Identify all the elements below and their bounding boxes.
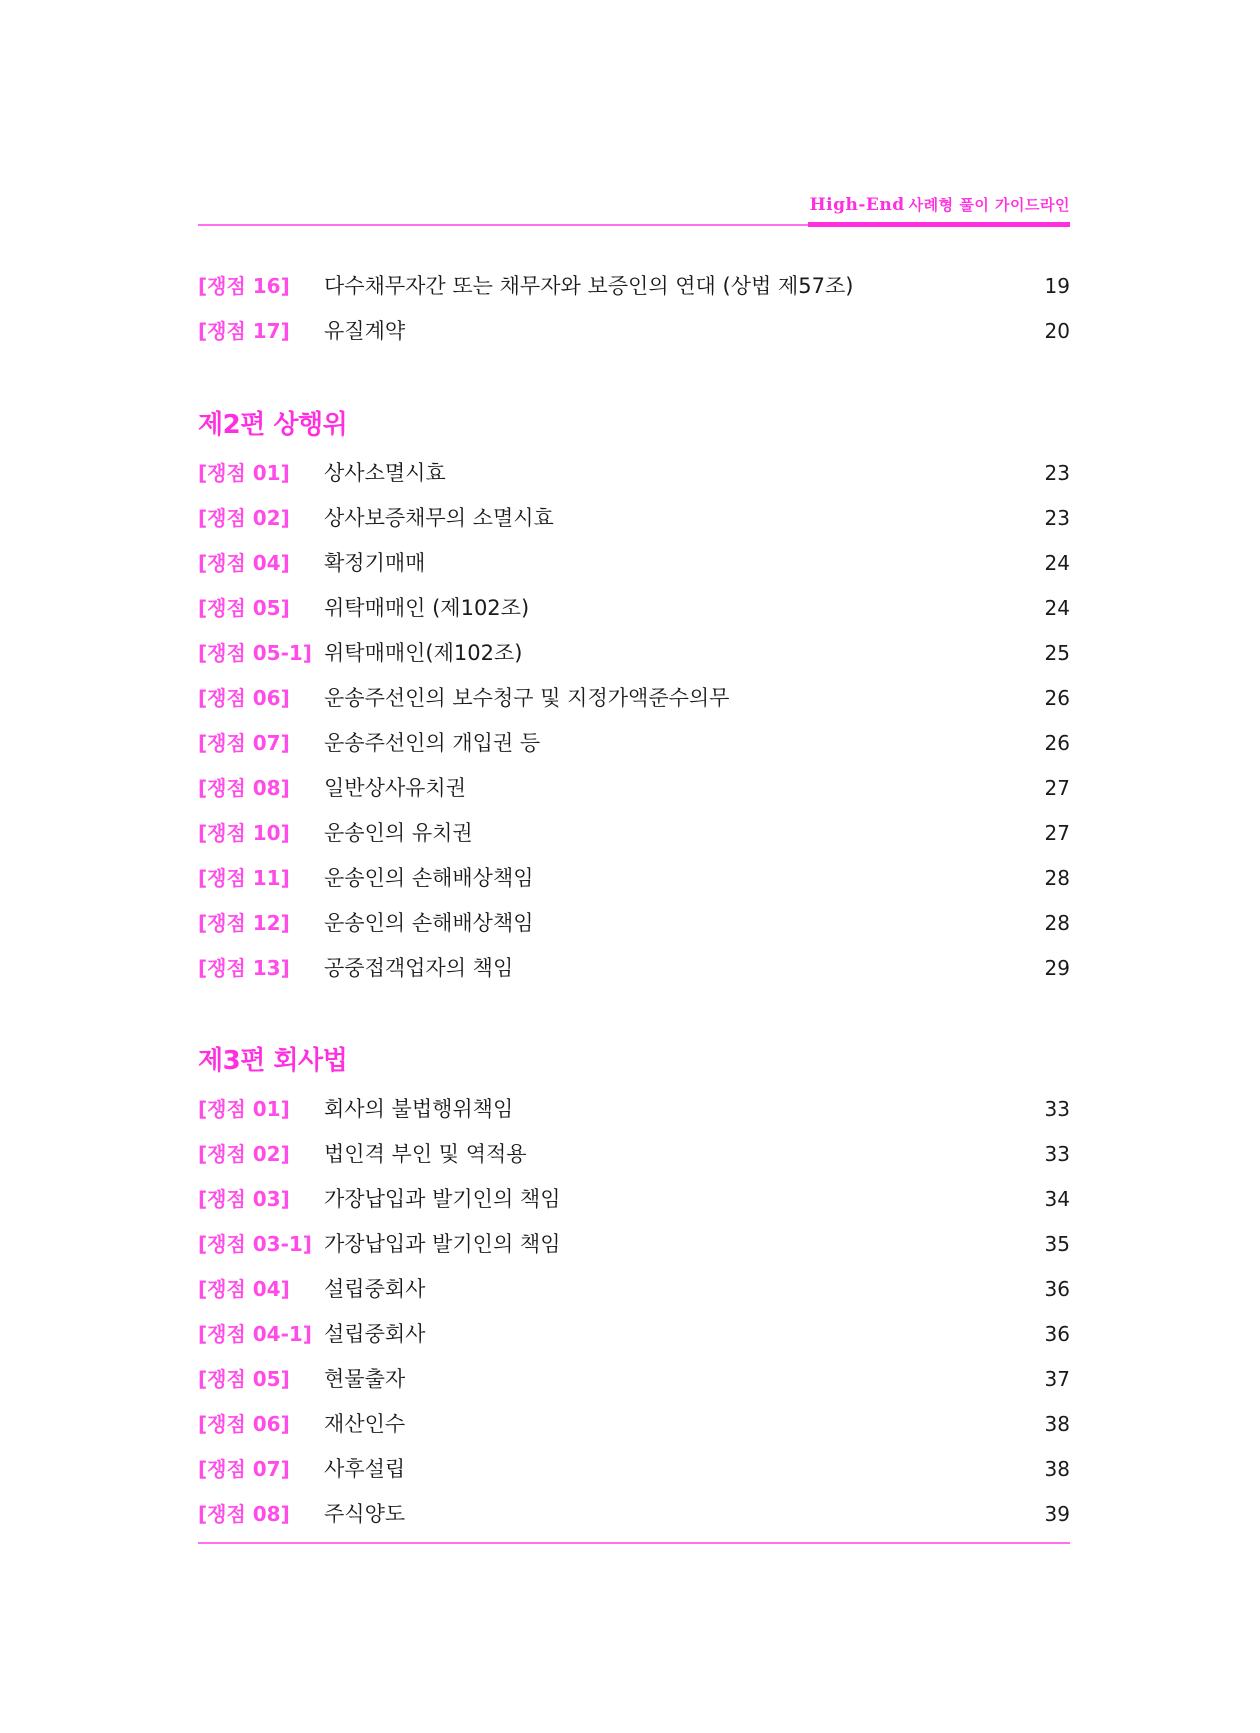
- toc-entry-title: 공중접객업자의 책임: [324, 956, 514, 980]
- toc-entry-title: 주식양도: [324, 1502, 406, 1526]
- toc-entry-page: 38: [1044, 1457, 1070, 1481]
- toc-entry-tag: [쟁점 13]: [198, 956, 290, 980]
- toc-entry-tag: [쟁점 04]: [198, 551, 290, 575]
- toc-entry-title: 상사보증채무의 소멸시효: [324, 506, 554, 530]
- toc-entry-title: 위탁매매인(제102조): [324, 641, 523, 665]
- toc-entry-title: 설립중회사: [324, 1277, 426, 1301]
- toc-entry[interactable]: [198, 1132, 1070, 1177]
- toc-entry-page: 29: [1044, 956, 1070, 980]
- running-header: [198, 188, 1070, 228]
- toc-entry[interactable]: [198, 1447, 1070, 1492]
- toc-entry-page: 36: [1044, 1322, 1070, 1346]
- header-title: [810, 194, 1070, 215]
- toc-entry[interactable]: [198, 631, 1070, 676]
- toc-entry-tag: [쟁점 06]: [198, 1412, 290, 1436]
- toc-entry-page: 19: [1044, 274, 1070, 298]
- toc-entry-tag: [쟁점 02]: [198, 506, 290, 530]
- toc-entry-title: 유질계약: [324, 319, 406, 343]
- toc-entry[interactable]: [198, 811, 1070, 856]
- toc-entry-title: 위탁매매인 (제102조): [324, 596, 530, 620]
- toc-entry-title: 다수채무자간 또는 채무자와 보증인의 연대 (상법 제57조): [324, 274, 854, 298]
- toc-section-part-2: [198, 451, 1070, 991]
- toc-entry-title: 설립중회사: [324, 1322, 426, 1346]
- toc-entry-page: 34: [1044, 1187, 1070, 1211]
- toc-entry-title: 사후설립: [324, 1457, 406, 1481]
- toc-entry-page: 33: [1044, 1097, 1070, 1121]
- toc-entry-tag: [쟁점 16]: [198, 274, 290, 298]
- toc-entry-page: 37: [1044, 1367, 1070, 1391]
- header-title-main: High-End: [809, 195, 905, 215]
- toc-entry-page: 28: [1044, 866, 1070, 890]
- header-title-sub: 사례형 풀이 가이드라인: [908, 196, 1070, 214]
- toc-entry-page: 36: [1044, 1277, 1070, 1301]
- toc-entry[interactable]: [198, 676, 1070, 721]
- toc-entry-page: 23: [1044, 461, 1070, 485]
- toc-entry-page: 35: [1044, 1232, 1070, 1256]
- toc-entry-tag: [쟁점 07]: [198, 731, 290, 755]
- toc-entry[interactable]: [198, 901, 1070, 946]
- toc-entry-tag: [쟁점 08]: [198, 1502, 290, 1526]
- toc-entry[interactable]: [198, 1312, 1070, 1357]
- toc-entry[interactable]: [198, 856, 1070, 901]
- toc-entry-title: 운송인의 손해배상책임: [324, 911, 534, 935]
- toc-entry-title: 재산인수: [324, 1412, 406, 1436]
- toc-entry-tag: [쟁점 05-1]: [198, 641, 312, 665]
- toc-entry-page: 28: [1044, 911, 1070, 935]
- toc-entry[interactable]: [198, 1267, 1070, 1312]
- toc-entry-title: 법인격 부인 및 역적용: [324, 1142, 527, 1166]
- toc-entry-page: 26: [1044, 731, 1070, 755]
- part-heading-3: 제3편 회사법: [198, 1046, 348, 1076]
- toc-entry[interactable]: [198, 264, 1070, 309]
- toc-entry[interactable]: [198, 766, 1070, 811]
- toc-entry-title: 가장납입과 발기인의 책임: [324, 1187, 561, 1211]
- toc-entry-title: 운송주선인의 개입권 등: [324, 731, 541, 755]
- toc-entry[interactable]: [198, 721, 1070, 766]
- toc-section-part-3: [198, 1087, 1070, 1537]
- toc-entry-page: 26: [1044, 686, 1070, 710]
- toc-entry-page: 24: [1044, 551, 1070, 575]
- toc-entry-tag: [쟁점 10]: [198, 821, 290, 845]
- toc-entry[interactable]: [198, 946, 1070, 991]
- part-heading-2: 제2편 상행위: [198, 410, 348, 440]
- toc-entry[interactable]: [198, 1357, 1070, 1402]
- toc-entry-title: 가장납입과 발기인의 책임: [324, 1232, 561, 1256]
- header-accent-bar: [808, 222, 1070, 227]
- toc-entry[interactable]: [198, 1402, 1070, 1447]
- toc-entry[interactable]: [198, 496, 1070, 541]
- toc-entry-tag: [쟁점 07]: [198, 1457, 290, 1481]
- toc-entry-tag: [쟁점 02]: [198, 1142, 290, 1166]
- toc-entry-tag: [쟁점 08]: [198, 776, 290, 800]
- toc-entry-title: 확정기매매: [324, 551, 426, 575]
- toc-entry[interactable]: [198, 586, 1070, 631]
- toc-entry-page: 33: [1044, 1142, 1070, 1166]
- footer-rule: [198, 1542, 1070, 1544]
- toc-page: [198, 0, 1070, 1733]
- toc-entry-page: 23: [1044, 506, 1070, 530]
- toc-entry-title: 운송인의 손해배상책임: [324, 866, 534, 890]
- toc-entry-title: 운송인의 유치권: [324, 821, 473, 845]
- toc-entry-tag: [쟁점 11]: [198, 866, 290, 890]
- toc-entry-page: 20: [1044, 319, 1070, 343]
- toc-section-continued: [198, 264, 1070, 354]
- toc-entry-tag: [쟁점 17]: [198, 319, 290, 343]
- toc-entry[interactable]: [198, 1222, 1070, 1267]
- toc-entry[interactable]: [198, 309, 1070, 354]
- toc-entry-tag: [쟁점 03]: [198, 1187, 290, 1211]
- toc-entry-tag: [쟁점 01]: [198, 1097, 290, 1121]
- toc-entry-page: 24: [1044, 596, 1070, 620]
- toc-entry-tag: [쟁점 04-1]: [198, 1322, 312, 1346]
- toc-entry[interactable]: [198, 1492, 1070, 1537]
- toc-entry-tag: [쟁점 05]: [198, 596, 290, 620]
- toc-entry-page: 27: [1044, 776, 1070, 800]
- toc-entry-title: 상사소멸시효: [324, 461, 446, 485]
- toc-entry-title: 운송주선인의 보수청구 및 지정가액준수의무: [324, 686, 730, 710]
- toc-entry[interactable]: [198, 1177, 1070, 1222]
- toc-entry-title: 회사의 불법행위책임: [324, 1097, 514, 1121]
- toc-entry-page: 38: [1044, 1412, 1070, 1436]
- toc-entry[interactable]: [198, 451, 1070, 496]
- toc-entry-tag: [쟁점 12]: [198, 911, 290, 935]
- toc-entry-tag: [쟁점 03-1]: [198, 1232, 312, 1256]
- toc-entry-tag: [쟁점 01]: [198, 461, 290, 485]
- toc-entry-title: 현물출자: [324, 1367, 406, 1391]
- toc-entry[interactable]: [198, 541, 1070, 586]
- toc-entry-tag: [쟁점 05]: [198, 1367, 290, 1391]
- toc-entry-page: 25: [1044, 641, 1070, 665]
- toc-entry[interactable]: [198, 1087, 1070, 1132]
- toc-entry-tag: [쟁점 04]: [198, 1277, 290, 1301]
- toc-entry-title: 일반상사유치권: [324, 776, 467, 800]
- toc-entry-page: 39: [1044, 1502, 1070, 1526]
- toc-entry-page: 27: [1044, 821, 1070, 845]
- toc-entry-tag: [쟁점 06]: [198, 686, 290, 710]
